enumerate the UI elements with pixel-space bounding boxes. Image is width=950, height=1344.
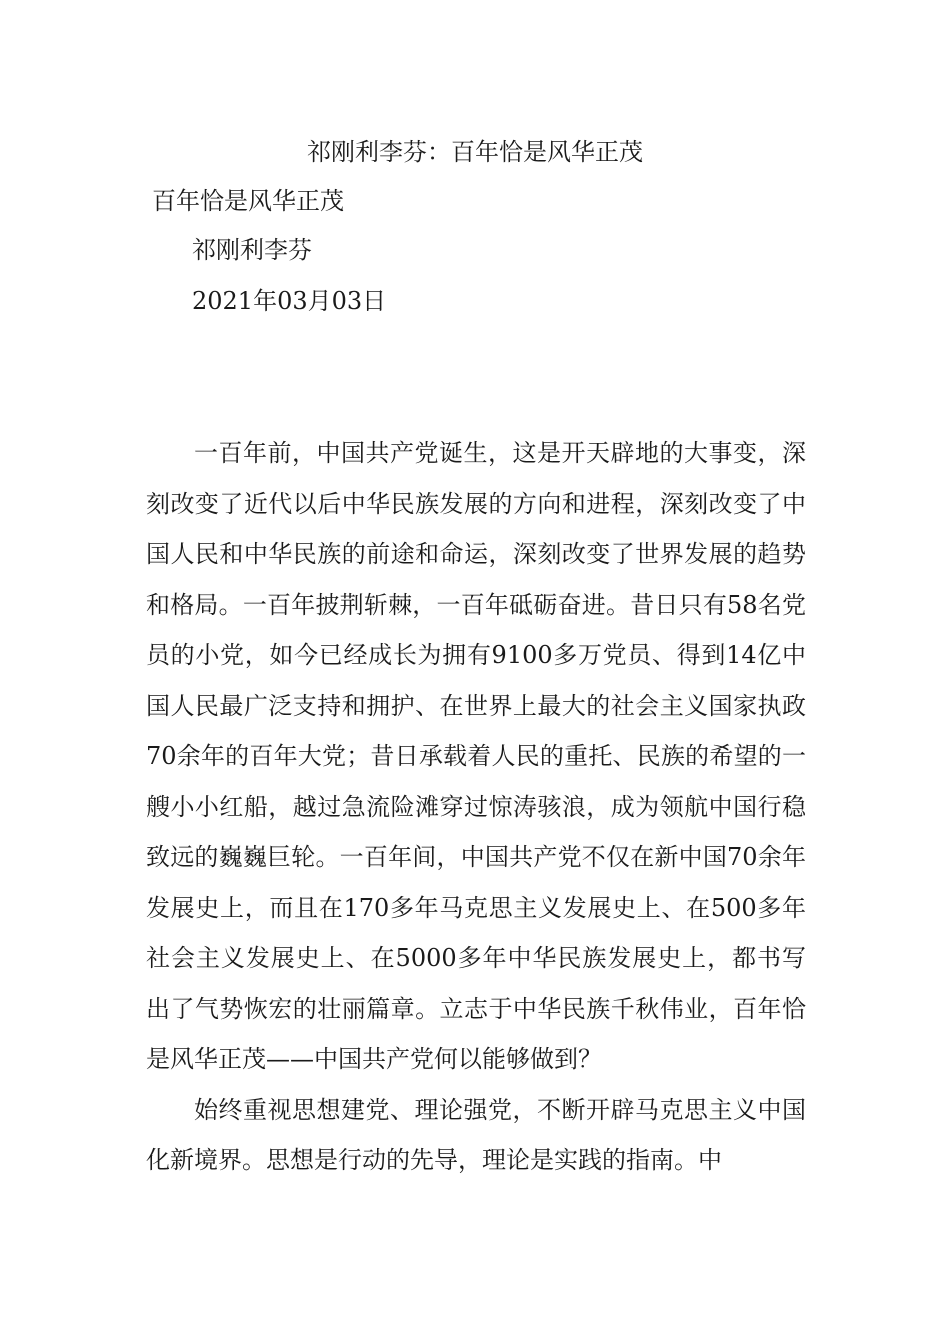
document-authors: 祁刚利李芬: [192, 236, 312, 264]
document-subtitle: 百年恰是风华正茂: [152, 187, 344, 215]
document-date: 2021年03月03日: [192, 287, 387, 315]
body-paragraph: 一百年前，中国共产党诞生，这是开天辟地的大事变，深刻改变了近代以后中华民族发展的方向和进程，深刻改变了中国人民和中华民族的前途和命运，深刻改变了世界发展的趋势和格局。一百年披荆斩棘，一百年砥砺奋进。昔日只有58名党员的小党，如今已经成长为拥有9100多万党员、得到14亿中国人民最广泛支持和拥护、在世界上最大的社会主义国家执政70余年的百年大党；昔日承载着人民的重托、民族的希望的一艘小小红船，越过急流险滩穿过惊涛骇浪，成为领航中国行稳致远的巍巍巨轮。一百年间，中国共产党不仅在新中国70余年发展史上，而且在170多年马克思主义发展史上、在500多年社会主义发展史上、在5000多年中华民族发展史上，都书写出了气势恢宏的壮丽篇章。立志于中华民族千秋伟业，百年恰是风华正茂——中国共产党何以能够做到？: [146, 439, 806, 1073]
document-body: [146, 428, 806, 1186]
document-title: 祁刚利李芬：百年恰是风华正茂: [307, 138, 643, 166]
body-paragraph: 始终重视思想建党、理论强党，不断开辟马克思主义中国化新境界。思想是行动的先导，理论是实践的指南。中: [146, 1095, 806, 1174]
